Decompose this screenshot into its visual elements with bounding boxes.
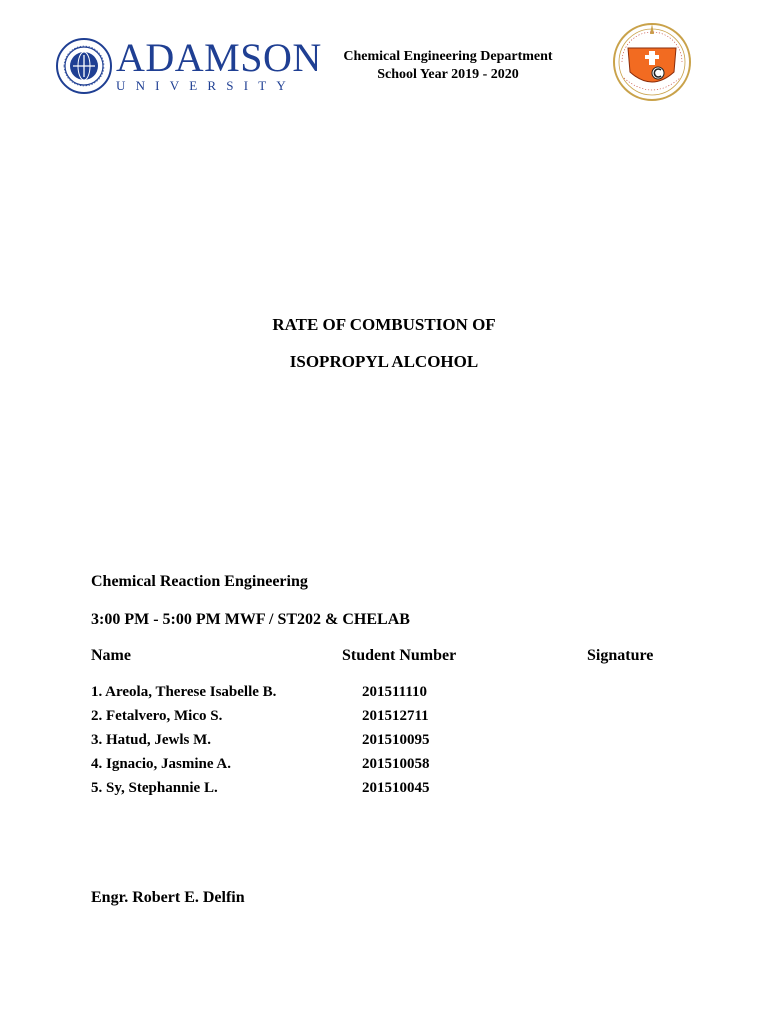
course-name: Chemical Reaction Engineering: [91, 573, 308, 590]
class-schedule: 3:00 PM - 5:00 PM MWF / ST202 & CHELAB: [91, 611, 410, 628]
student-name: 4. Ignacio, Jasmine A.: [91, 756, 232, 772]
column-header-name: Name: [91, 647, 131, 664]
table-row: [0, 732, 768, 754]
student-number: 201510058: [362, 756, 430, 772]
university-seal-icon: [56, 38, 112, 94]
student-name: 5. Sy, Stephannie L.: [91, 780, 218, 796]
student-name: 3. Hatud, Jewls M.: [91, 732, 211, 748]
university-subtitle: UNIVERSITY: [116, 78, 296, 93]
report-title-line-2: ISOPROPYL ALCOHOL: [289, 352, 479, 371]
instructor-name: Engr. Robert E. Delfin: [91, 889, 245, 906]
student-number: 201510045: [362, 780, 430, 796]
column-header-signature: Signature: [587, 647, 654, 664]
adamson-university-logo: [56, 35, 322, 94]
department-block: [330, 48, 566, 84]
department-name: Chemical Engineering Department: [343, 49, 553, 64]
table-row: [0, 684, 768, 706]
table-row: [0, 708, 768, 730]
table-row: [0, 780, 768, 802]
column-header-student-number: Student Number: [342, 647, 457, 664]
report-title-line-1: RATE OF COMBUSTION OF: [272, 315, 496, 334]
university-name: ADAMSON: [116, 35, 322, 80]
engineering-seal-icon: [608, 18, 696, 102]
student-number: 201511110: [362, 684, 428, 700]
student-number: 201512711: [362, 708, 429, 724]
student-name: 2. Fetalvero, Mico S.: [91, 708, 223, 724]
student-number: 201510095: [362, 732, 430, 748]
table-row: [0, 756, 768, 778]
student-name: 1. Areola, Therese Isabelle B.: [91, 684, 277, 700]
university-wordmark: [116, 35, 322, 93]
school-year: School Year 2019 - 2020: [377, 67, 519, 82]
